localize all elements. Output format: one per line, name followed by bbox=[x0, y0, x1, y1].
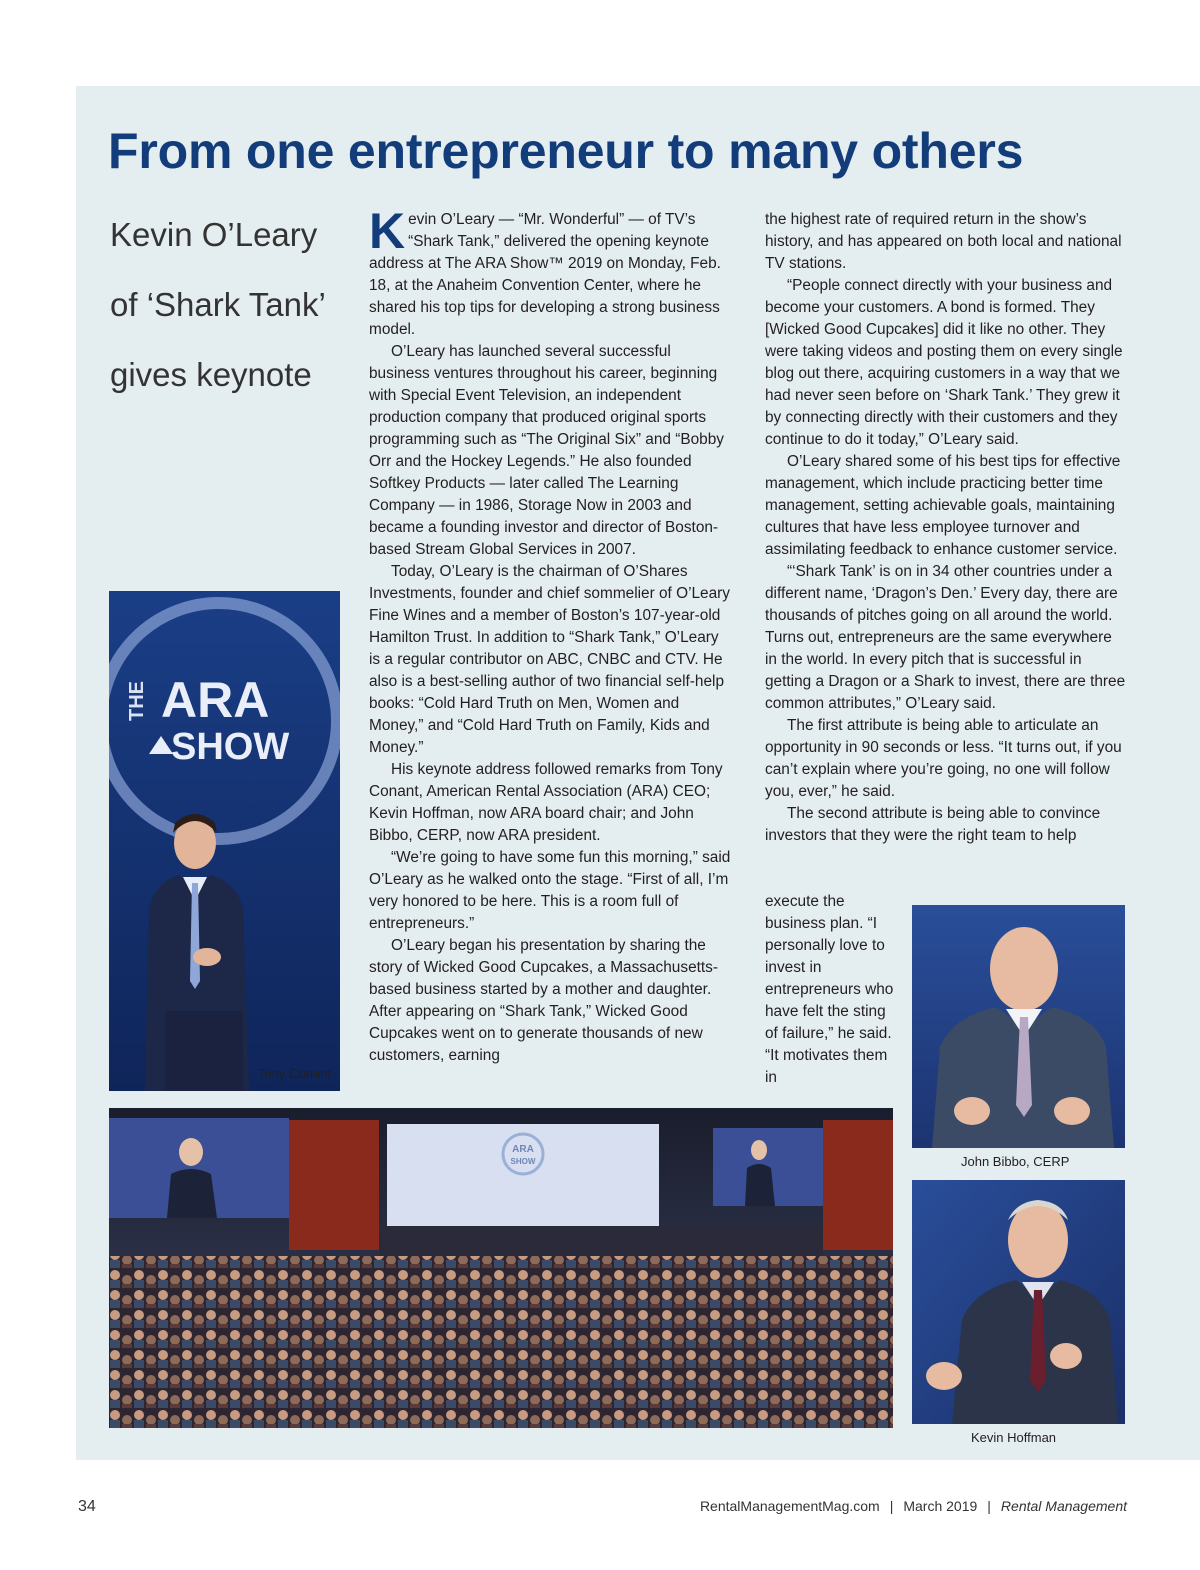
article-column-2-continued bbox=[765, 891, 900, 1089]
screen-logo-show: SHOW bbox=[510, 1157, 536, 1166]
screen-logo-ara: ARA bbox=[512, 1144, 534, 1155]
article-paragraph: Today, O’Leary is the chairman of O’Shares Investments, founder and chief sommelier of O’Leary Fine Wines and a member of Boston’s 107-year-old Hamilton Trust. In addition to “Shark Tank,” O’Leary is a regular contributor on ABC, CNBC and CTV. He also is a best-selling author of two financial self-help books: “Cold Hard Truth on Men, Women and Money,” and “Cold Hard Truth on Family, Kids and Money.” bbox=[369, 563, 730, 756]
article-paragraph: The first attribute is being able to articulate an opportunity in 90 seconds or less. “It turns out, if you can’t explain where you’re going, no one will follow you, ever,” he said. bbox=[765, 717, 1122, 800]
drop-cap: K bbox=[369, 203, 406, 259]
footer-publication-info bbox=[700, 1498, 1127, 1514]
article-paragraph: Kevin O’Leary — “Mr. Wonderful” — of TV’s “Shark Tank,” delivered the opening keynote address at The ARA Show™ 2019 on Monday, Feb. 18, at the Anaheim Convention Center, where he shared his top tips for developing a strong business model. bbox=[369, 203, 721, 338]
photo-tony-conant bbox=[109, 591, 340, 1091]
article-paragraph: “People connect directly with your business and become your customers. A bond is formed. They [Wicked Good Cupcakes] did it like no other. They were taking videos and posting them on every single blog out there, acquiring customers in a way that we had never seen before on ‘Shark Tank.’ They grew it by connecting directly with their customers and they continue to do it today,” O’Leary said. bbox=[765, 277, 1123, 448]
photo-kevin-hoffman bbox=[912, 1180, 1125, 1424]
caption-kevin-hoffman: Kevin Hoffman bbox=[971, 1430, 1057, 1445]
article-paragraph: O’Leary began his presentation by sharing the story of Wicked Good Cupcakes, a Massachusetts-based business started by a mother and daughter. After appearing on “Shark Tank,” Wicked Good Cupcakes went on to generate thousands of new customers, earning bbox=[369, 937, 718, 1064]
logo-ara: ARA bbox=[161, 672, 270, 728]
footer-separator: | bbox=[889, 1498, 894, 1514]
article-paragraph: His keynote address followed remarks from Tony Conant, American Rental Association (ARA) CEO; Kevin Hoffman, now ARA board chair; and John Bibbo, CERP, now ARA president. bbox=[369, 761, 723, 844]
article-column-1 bbox=[369, 203, 731, 1067]
caption-tony-conant: Tony Conant bbox=[258, 1066, 331, 1081]
footer-publication: Rental Management bbox=[1000, 1498, 1127, 1514]
footer-site: RentalManagementMag.com bbox=[699, 1498, 880, 1514]
article-paragraph: O’Leary shared some of his best tips for effective management, which include practicing better time management, setting achievable goals, maintaining cultures that have less employee turnover and assimilating feedback to enhance customer service. bbox=[765, 453, 1121, 558]
article-paragraph: execute the business plan. “I personally love to invest in entrepreneurs who have felt the sting of failure,” he said. “It motivates them in bbox=[765, 893, 894, 1086]
article-column-2 bbox=[765, 209, 1127, 847]
headline: From one entrepreneur to many others bbox=[108, 123, 1024, 179]
logo-show: SHOW bbox=[171, 726, 290, 768]
logo-the: THE bbox=[126, 681, 148, 721]
article-paragraph: the highest rate of required return in the show’s history, and has appeared on both local and national TV stations. bbox=[765, 211, 1122, 272]
article-paragraph: O’Leary has launched several successful business ventures throughout his career, beginning with Special Event Television, an independent production company that produced original sports programming such as “The Original Six” and “Bobby Orr and the Hockey Legends.” He also founded Softkey Products — later called The Learning Company — in 1986, Storage Now in 2003 and became a founding investor and director of Boston-based Stream Global Services in 2007. bbox=[369, 343, 724, 558]
photo-john-bibbo bbox=[912, 905, 1125, 1148]
article-paragraph: “‘Shark Tank’ is on in 34 other countries under a different name, ‘Dragon’s Den.’ Every day, there are thousands of pitches going on all around the world. Turns out, entrepreneurs are the same everywhere in the world. In every pitch that is successful in getting a Dragon or a Shark to invest, there are three common attributes,” O’Leary said. bbox=[765, 563, 1126, 712]
footer-date: March 2019 bbox=[903, 1498, 978, 1514]
article-paragraph: The second attribute is being able to convince investors that they were the right team to help bbox=[765, 805, 1101, 844]
deck: Kevin O’Leary of ‘Shark Tank’ gives keynote bbox=[110, 216, 325, 393]
photo-audience bbox=[109, 1108, 893, 1428]
page-number: 34 bbox=[78, 1498, 96, 1515]
footer-separator: | bbox=[987, 1498, 991, 1514]
article-paragraph: “We’re going to have some fun this morning,” said O’Leary as he walked onto the stage. “First of all, I’m very honored to be here. This is a room full of entrepreneurs.” bbox=[369, 849, 731, 932]
caption-john-bibbo: John Bibbo, CERP bbox=[961, 1154, 1070, 1169]
